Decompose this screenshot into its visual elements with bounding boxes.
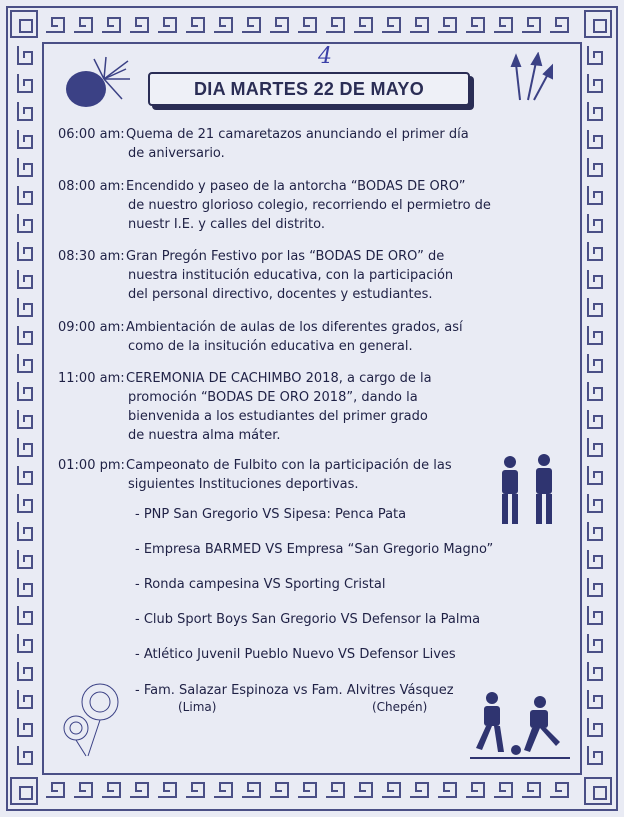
schedule-text-line: del personal directivo, docentes y estudiantes. (128, 287, 433, 302)
schedule-time: 09:00 am: (58, 320, 125, 335)
match-item: - Ronda campesina VS Sporting Cristal (135, 577, 386, 592)
schedule-time: 11:00 am: (58, 371, 125, 386)
schedule-text-line: nuestra institución educativa, con la participación (128, 268, 454, 283)
schedule-entry (58, 247, 453, 304)
schedule-text-line: Campeonato de Fulbito con la participación de las (126, 458, 452, 473)
schedule-text-line: Gran Pregón Festivo por las “BODAS DE ORO” de (126, 249, 445, 264)
firework-burst-icon (60, 55, 132, 115)
schedule-entry (58, 177, 491, 234)
schedule-text-line: siguientes Instituciones deportivas. (128, 477, 359, 492)
greek-key-border-left (10, 44, 40, 773)
schedule-text-line: bienvenida a los estudiantes del primer grado (128, 409, 428, 424)
schedule-time: 08:00 am: (58, 179, 125, 194)
schedule-entry (58, 369, 432, 445)
corner-ornament (584, 10, 612, 38)
match-item: - Club Sport Boys San Gregorio VS Defensor la Palma (135, 612, 481, 627)
schedule-text-line: CEREMONIA DE CACHIMBO 2018, a cargo de la (126, 371, 432, 386)
soccer-kick-icon (470, 688, 570, 760)
football-players-icon (490, 450, 570, 534)
corner-ornament (584, 777, 612, 805)
schedule-text-line: Encendido y paseo de la antorcha “BODAS DE ORO” (126, 179, 466, 194)
schedule-time: 01:00 pm: (58, 458, 125, 473)
corner-ornament (10, 10, 38, 38)
schedule-text-line: Quema de 21 camaretazos anunciando el primer día (126, 127, 469, 142)
greek-key-border-top (44, 10, 576, 40)
schedule-text-line: de nuestro glorioso colegio, recorriendo el permietro de (128, 198, 491, 213)
match-origin-left: (Lima) (178, 700, 217, 714)
corner-ornament (10, 777, 38, 805)
schedule-text-line: de aniversario. (128, 146, 225, 161)
schedule-entry (58, 125, 469, 163)
match-item: - PNP San Gregorio VS Sipesa: Penca Pata (135, 507, 407, 522)
greek-key-border-right (580, 44, 610, 773)
match-item: - Empresa BARMED VS Empresa “San Gregorio Magno” (135, 542, 494, 557)
page-number: 4 (318, 44, 332, 69)
match-item: - Atlético Juvenil Pueblo Nuevo VS Defensor Lives (135, 647, 456, 662)
schedule-entry (58, 318, 463, 356)
dandelion-fireworks-icon (58, 678, 128, 760)
schedule-text-line: promoción “BODAS DE ORO 2018”, dando la (128, 390, 418, 405)
schedule-text-line: como de la insitución educativa en general. (128, 339, 413, 354)
schedule-time: 08:30 am: (58, 249, 125, 264)
match-item: - Fam. Salazar Espinoza vs Fam. Alvitres Vásquez (135, 683, 454, 698)
schedule-text-line: Ambientación de aulas de los diferentes grados, así (126, 320, 463, 335)
page-title: DIA MARTES 22 DE MAYO (148, 72, 470, 106)
rockets-icon (506, 52, 556, 102)
match-origin-right: (Chepén) (372, 700, 428, 714)
schedule-text-line: nuestr I.E. y calles del distrito. (128, 217, 325, 232)
schedule-entry (58, 456, 452, 494)
schedule-time: 06:00 am: (58, 127, 125, 142)
greek-key-border-bottom (44, 775, 576, 805)
schedule-text-line: de nuestra alma máter. (128, 428, 281, 443)
